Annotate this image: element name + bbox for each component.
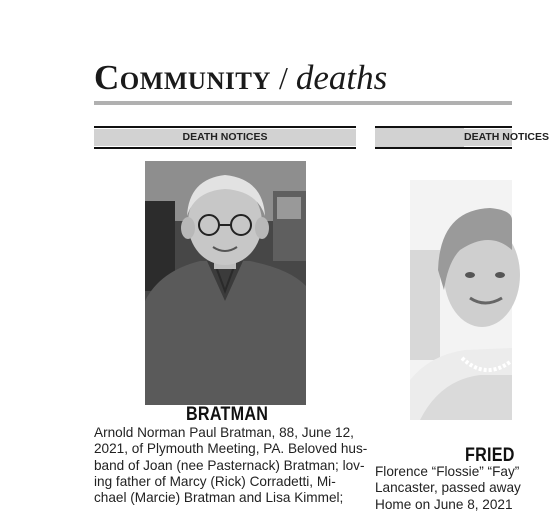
notice-line: band of Joan (nee Pasternack) Bratman; lov- [94,457,365,473]
notice-line: 2021, of Plymouth Meeting, PA. Beloved hus- [94,441,368,457]
notice-line: Home on June 8, 2021 [375,496,513,512]
portrait-illustration [410,180,512,420]
notice-line: Florence “Flossie” “Fay” [375,464,520,479]
death-notices-banner [94,126,356,149]
title-sub: deaths [295,58,388,97]
header-rule [94,101,512,105]
portrait-photo [410,180,512,420]
portrait-illustration [145,161,306,405]
notice-line: ing father of Marcy (Rick) Corradetti, Mi- [94,473,336,489]
portrait-photo [145,161,306,405]
notice-text [94,425,368,506]
deceased-name: BRATMAN [186,404,269,425]
deceased-name: FRIED [465,445,515,466]
section-title [94,58,387,98]
notice-text [375,464,521,513]
notice-line: Arnold Norman Paul Bratman, 88, June 12, [94,425,354,440]
banner-label: DEATH NOTICES [464,128,512,147]
title-slash: / [278,60,288,96]
notice-line: Lancaster, passed away [375,480,521,496]
title-main: Community [94,58,271,97]
death-notices-banner [375,126,549,149]
notice-line: chael (Marcie) Bratman and Lisa Kimmel; [94,490,344,506]
banner-label: DEATH NOTICES [94,128,356,147]
